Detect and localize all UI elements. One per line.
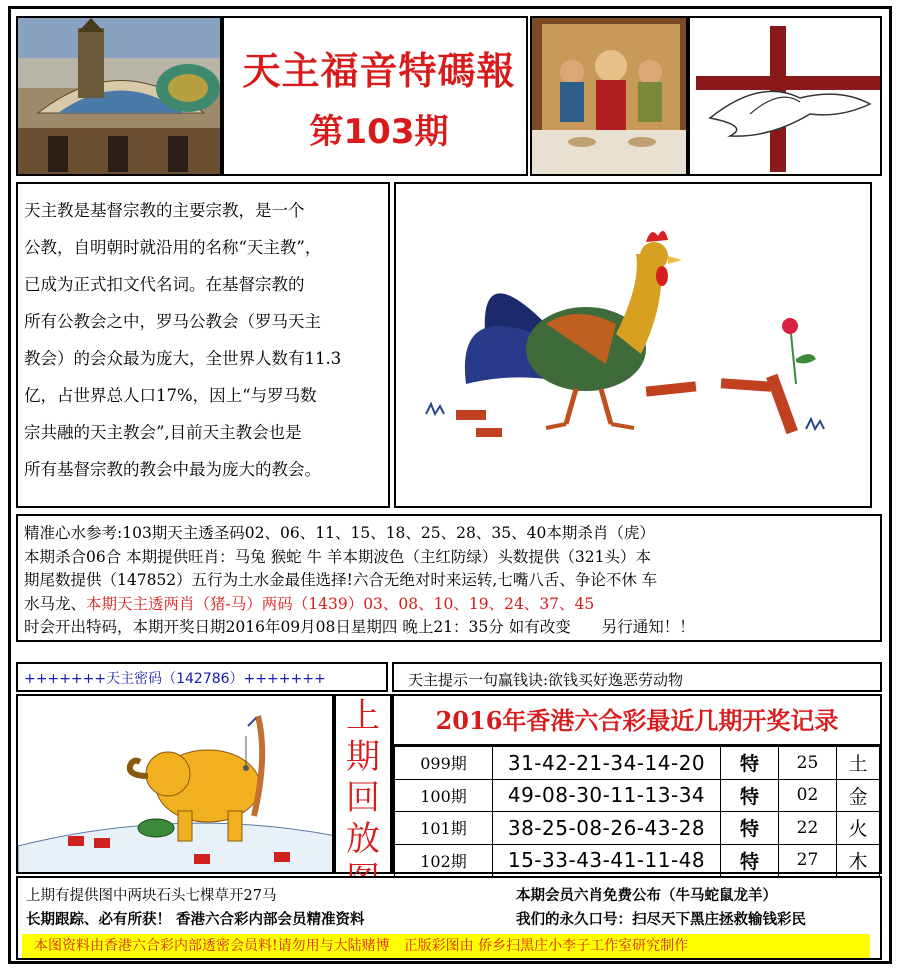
- footer-row: [26, 882, 872, 906]
- intro-line: 所有基督宗教的教会中最为庞大的教会。: [24, 460, 321, 479]
- element-cell: 金: [837, 779, 880, 812]
- church-photo: [16, 16, 222, 176]
- issue-cell: 102期: [395, 844, 493, 877]
- footer-slogan: 长期跟踪、必有所获！ 香港六合彩内部会员精准资料: [26, 911, 365, 928]
- highlight-prediction: 本期天主透两肖（猪-马）两码（1439）03、08、10、19、24、37、45: [86, 594, 595, 613]
- intro-line: 公教，自明朝时就沿用的名称“天主教”，: [24, 238, 322, 257]
- title-box: [222, 16, 528, 176]
- table-row: [395, 812, 880, 845]
- replay-char: 上: [346, 696, 380, 736]
- replay-char: 放: [346, 819, 380, 859]
- numbers-cell: 38-25-08-26-43-28: [493, 812, 721, 845]
- special-number-cell: 22: [779, 812, 837, 845]
- special-number-cell: 25: [779, 747, 837, 780]
- numbers-cell: 15-33-43-41-11-48: [493, 844, 721, 877]
- secret-code: +++++++天主密码（142786）+++++++: [16, 662, 388, 692]
- table-row: [395, 779, 880, 812]
- intro-line: 天主教是基督宗教的主要宗教，是一个: [24, 201, 305, 220]
- special-label-cell: 特: [721, 844, 779, 877]
- tips-text: 水马龙、: [24, 594, 87, 613]
- element-cell: 土: [837, 747, 880, 780]
- results-grid: [394, 746, 880, 877]
- footer: [16, 876, 882, 960]
- element-cell: 木: [837, 844, 880, 877]
- intro-line: 宗共融的天主教会”,目前天主教会也是: [24, 423, 302, 442]
- intro-line: 亿，占世界总人口17%，因上“与罗马数: [24, 386, 317, 405]
- replay-char: 期: [346, 737, 380, 777]
- footer-hint: 上期有提供图中两块石头七棵草开27马: [26, 888, 277, 904]
- special-label-cell: 特: [721, 779, 779, 812]
- tips-line: [24, 593, 874, 617]
- intro-line: 教会）的会众最为庞大，全世界人数有11.3: [24, 349, 342, 368]
- issue-number: 第103期: [309, 112, 449, 152]
- issue-cell: 099期: [395, 747, 493, 780]
- riddle-tip: 天主提示一句赢钱诀:欲钱买好逸恶劳动物: [392, 662, 882, 692]
- tips-paragraph: [16, 514, 882, 642]
- table-row: [395, 844, 880, 877]
- tips-line: 期尾数提供（147852）五行为土水金最佳选择!六合无绝对时来运转,七嘴八舌、争论不休 车: [24, 571, 658, 589]
- footer-row: [26, 906, 872, 930]
- member-zodiacs: 本期会员六肖免费公布（牛马蛇鼠龙羊）: [516, 887, 777, 904]
- permanent-slogan: 我们的永久口号：扫尽天下黑庄拯救输钱彩民: [516, 911, 806, 928]
- last-issue-replay-label: [334, 694, 392, 874]
- tips-line: 本期杀合06合 本期提供旺肖：马兔 猴蛇 牛 羊本期波色（主红防绿）头数提供（321头）本: [24, 547, 652, 566]
- tips-line: 精准心水参考:103期天主透圣码02、06、11、15、18、25、28、35、40本期杀肖（虎）: [24, 524, 655, 542]
- numbers-cell: 49-08-30-11-13-34: [493, 779, 721, 812]
- special-number-cell: 02: [779, 779, 837, 812]
- special-label-cell: 特: [721, 747, 779, 780]
- lottery-results-table: [392, 694, 882, 874]
- elephant-cartoon: [16, 694, 334, 874]
- table-row: [395, 747, 880, 780]
- cross-and-dove-emblem: [688, 16, 882, 176]
- newspaper-title: 天主福音特碼報: [242, 49, 516, 93]
- element-cell: 火: [837, 812, 880, 845]
- tips-line: 时会开出特码，本期开奖日期2016年09月08日星期四 晚上21：35分 如有改变 另行通知！！: [24, 618, 695, 636]
- intro-line: 所有公教会之中，罗马公教会（罗马天主: [24, 312, 321, 331]
- last-supper-painting: [530, 16, 688, 176]
- issue-cell: 101期: [395, 812, 493, 845]
- rooster-cartoon: [394, 182, 872, 508]
- results-title: 2016年香港六合彩最近几期开奖记录: [394, 696, 880, 746]
- intro-line: 已成为正式扣文代名词。在基督宗教的: [24, 275, 305, 294]
- issue-cell: 100期: [395, 779, 493, 812]
- replay-char: 回: [346, 778, 380, 818]
- disclaimer-bar: 本图资料由香港六合彩内部透密会员料!请勿用与大陆赌博 正版彩图由 侨乡扫黑庄小李子工作室研究制作: [22, 934, 870, 958]
- special-number-cell: 27: [779, 844, 837, 877]
- catholic-intro-text: [16, 182, 390, 508]
- special-label-cell: 特: [721, 812, 779, 845]
- numbers-cell: 31-42-21-34-14-20: [493, 747, 721, 780]
